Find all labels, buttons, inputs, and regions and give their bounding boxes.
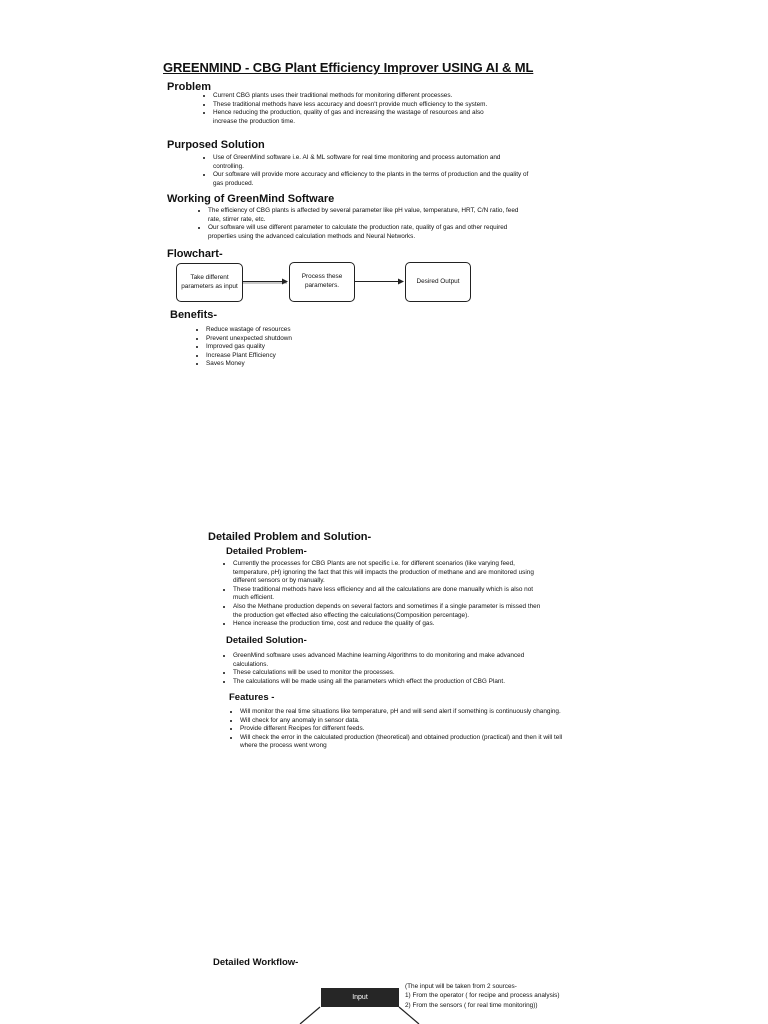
workflow-input-note (405, 982, 560, 1010)
flowchart-step-label: Process these parameters. (301, 273, 343, 289)
solution-heading: Purposed Solution (167, 139, 265, 151)
list-item: • The calculations will be made using all the parameters which effect the production of CBG Plant. (233, 678, 545, 687)
list-item: • Prevent unexpected shutdown (206, 335, 406, 344)
detailed-solution-list (224, 652, 545, 686)
list-item: • Currently the processes for CBG Plants are not specific i.e. for different scenarios (like varying feed, temperature, pH) ignoring the fact that this will impacts the production of methane and are monitored using different sensors or by manually. (233, 560, 545, 586)
working-heading: Working of GreenMind Software (167, 193, 335, 205)
detailed-solution-heading: Detailed Solution- (226, 635, 307, 646)
features-heading: Features - (229, 692, 275, 703)
list-item: • The efficiency of CBG plants is affected by several parameter like pH value, temperature, HRT, C/N ratio, feed rate, stirrer rate, etc. (208, 207, 530, 224)
features-list (231, 708, 574, 751)
list-item: • These traditional methods have less efficiency and all the calculations are done manually which is also not much efficient. (233, 586, 545, 603)
list-item: • Our software will provide more accuracy and efficiency to the plants in the terms of production and the quality of gas produced. (213, 171, 531, 188)
list-item: • Current CBG plants uses their traditional methods for monitoring different processes. (213, 92, 495, 101)
list-item: • Reduce wastage of resources (206, 326, 406, 335)
workflow-connector (300, 1007, 320, 1024)
workflow-input-label: Input (352, 994, 368, 1001)
list-item: • GreenMind software uses advanced Machine learning Algorithms to do monitoring and make advanced calculations. (233, 652, 545, 669)
workflow-input-box (321, 988, 399, 1007)
list-item: • Will check for any anomaly in sensor data. (240, 717, 574, 726)
document-title: GREENMIND - CBG Plant Efficiency Improver USING AI & ML (163, 60, 534, 75)
list-item: • Saves Money (206, 360, 406, 369)
list-item: • Use of GreenMind software i.e. AI & ML software for real time monitoring and process automation and controlling. (213, 154, 531, 171)
list-item: • These calculations will be used to monitor the processes. (233, 669, 545, 678)
detailed-problem-list (224, 560, 545, 629)
workflow-note-line: (The input will be taken from 2 sources- (405, 983, 517, 990)
list-item: • Hence reducing the production, quality of gas and increasing the wastage of resources and also increase the production time. (213, 109, 495, 126)
flowchart-step-label: Desired Output (416, 277, 460, 285)
problem-heading: Problem (167, 81, 212, 93)
flowchart-step-label: Take different parameters as input (181, 273, 238, 290)
list-item: • These traditional methods have less accuracy and doesn't provide much efficiency to the system. (213, 101, 495, 110)
list-item: • Also the Methane production depends on several factors and sometimes if a single parameter is missed then the production get effected also effecting the calculations(Composition percentage). (233, 603, 545, 620)
list-item: • Provide different Recipes for different feeds. (240, 725, 574, 734)
benefits-heading: Benefits- (170, 309, 218, 321)
list-item: • Our software will use different parameter to calculate the production rate, quality of gas and other required properties using the advanced calculation methods and Neural Networks. (208, 224, 530, 241)
workflow-note-line: 2) From the sensors ( for real time monitoring)) (405, 1001, 538, 1009)
list-item: • Hence increase the production time, cost and reduce the quality of gas. (233, 620, 545, 629)
flowchart-heading: Flowchart- (167, 248, 223, 260)
list-item: • Increase Plant Efficiency (206, 352, 406, 361)
benefits-list (197, 326, 406, 369)
workflow-note-line: 1) From the operator ( for recipe and process analysis) (405, 992, 560, 1000)
list-item: • Will check the error in the calculated production (theoretical) and obtained production (practical) and then it will tell where the process went wrong (240, 734, 574, 751)
detailed-problem-heading: Detailed Problem- (226, 546, 307, 557)
list-item: • Will monitor the real time situations like temperature, pH and will send alert if something is continuously changing. (240, 708, 574, 717)
detailed-heading: Detailed Problem and Solution- (208, 531, 372, 543)
list-item: • Improved gas quality (206, 343, 406, 352)
workflow-heading: Detailed Workflow- (213, 957, 299, 968)
